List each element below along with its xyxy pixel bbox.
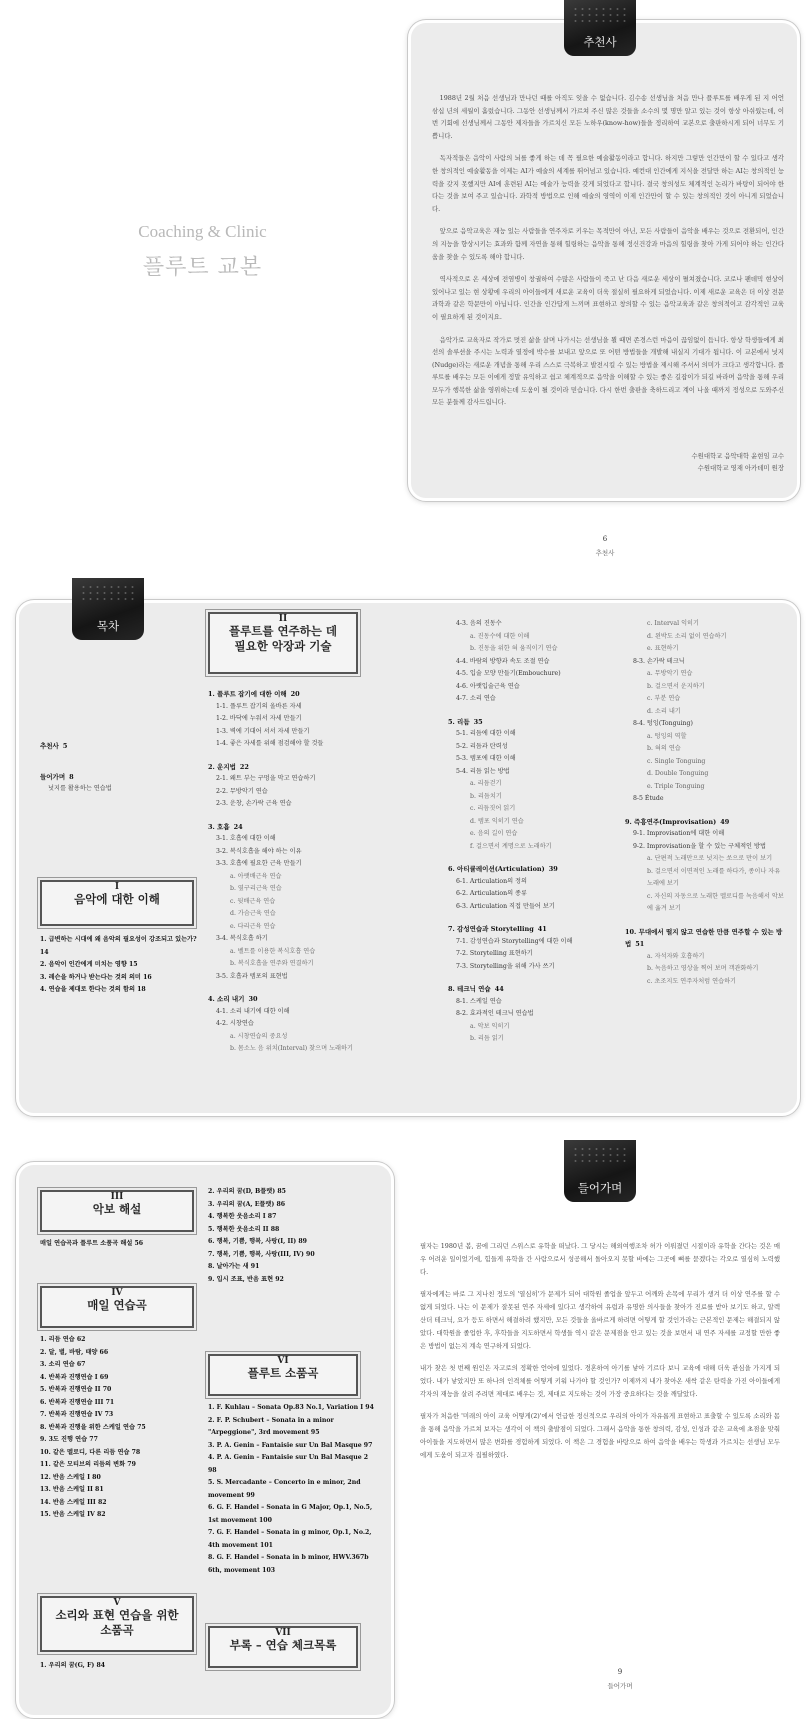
toc-entry[interactable]: b. 걸으면서 이면적인 노래를 하다가, 종이나 자유 노래에 보기 bbox=[647, 867, 781, 887]
toc-entry[interactable]: 매일 연습곡과 플루트 소품곡 해설 56 bbox=[40, 1240, 144, 1247]
part-6-box bbox=[208, 1354, 358, 1396]
toc-entry[interactable]: 5. 행복한 웃음소리 II 88 bbox=[208, 1225, 280, 1233]
toc-entry[interactable]: e. 다리근육 연습 bbox=[230, 922, 276, 930]
toc-entry[interactable]: 1-1. 플루트 잡기의 올바른 자세 bbox=[216, 702, 302, 710]
toc-entry[interactable]: f. 걸으면서 계명으로 노래하기 bbox=[470, 842, 552, 850]
toc-entry[interactable]: 9. 3도 진행 연습 77 bbox=[40, 1436, 98, 1443]
toc-entry[interactable]: 4. P. A. Genin – Fantaisie sur Un Bal Masque 2 98 bbox=[208, 1454, 369, 1474]
toc-entry[interactable]: 4-7. 소리 연습 bbox=[456, 695, 496, 702]
toc-entry[interactable]: 8-2. 효과적인 테크닉 연습법 bbox=[456, 1010, 534, 1017]
toc-column-1 bbox=[208, 688, 418, 1056]
toc-entry[interactable]: 12. 반음 스케일 I 80 bbox=[40, 1473, 101, 1481]
cover-title-ko: 플루트 교본 bbox=[142, 255, 263, 280]
part-5-title-line2: 소품곡 bbox=[100, 1623, 134, 1637]
toc-entry[interactable]: 6. 아티큘레이션(Articulation) 39 bbox=[448, 865, 558, 873]
toc-entry[interactable]: c. Interval 익히기 bbox=[647, 620, 699, 627]
paragraph: 필자는 1980년 봄, 꿈에 그리던 스위스로 유학을 떠났다. 그 당시는 해외여행조차 허가 이뤄졌던 시절이라 유학을 간다는 것은 매우 어려운 일이었기에, 힘들게 유학을 간 사람으로서 성공해서 돌아오지 못할 바에는 그곳에 뼈를 묻겠다는 각오로 열심히 노력했다. bbox=[420, 1242, 780, 1276]
recommendation-body bbox=[432, 92, 784, 419]
toc-entry[interactable]: 1. F. Kuhlau – Sonata Op.83 No.1, Variation I 94 bbox=[208, 1404, 374, 1411]
intro-body bbox=[420, 1240, 780, 1471]
toc-entry[interactable]: 9. 즉흥연주(Improvisation) 49 bbox=[625, 817, 730, 826]
toc-entry[interactable]: 3-3. 호흡에 필요한 근육 만들기 bbox=[216, 860, 302, 867]
toc-entry[interactable]: 9-2. Improvisation을 할 수 있는 구체적인 방법 bbox=[633, 842, 766, 850]
toc-entry[interactable]: 1. 급변하는 시대에 왜 음악의 필요성이 강조되고 있는가? 14 bbox=[40, 936, 197, 956]
toc-entry[interactable]: 3-1. 호흡에 대한 이해 bbox=[216, 835, 276, 842]
toc-entry[interactable]: 7-3. Storytelling을 위해 가사 쓰기 bbox=[456, 962, 555, 970]
toc-entry[interactable]: 13. 반음 스케일 II 81 bbox=[40, 1486, 104, 1493]
part-1-list bbox=[40, 934, 200, 997]
signature-line-1: 수원대학교 음악대학 윤현임 교수 bbox=[691, 452, 784, 460]
toc-entry[interactable]: 3. 우리의 꿈(A, E플랫) 86 bbox=[208, 1200, 286, 1208]
toc-entry[interactable]: 6. 행복, 기쁨, 행복, 사랑(I, II) 89 bbox=[208, 1238, 307, 1245]
toc-entry[interactable]: 4-4. 바람의 방향과 속도 조절 연습 bbox=[456, 657, 550, 665]
toc-entry[interactable]: b. 혀의 연습 bbox=[647, 745, 681, 752]
toc-entry[interactable]: 1-4. 좋은 자세를 위해 점검해야 할 것들 bbox=[216, 740, 324, 747]
part-6-list bbox=[208, 1402, 378, 1577]
part-2-box bbox=[208, 612, 358, 674]
part-1-title: 음악에 대한 이해 bbox=[74, 892, 160, 906]
part-7-title: 부록 – 연습 체크목록 bbox=[229, 1638, 337, 1652]
intro-tab bbox=[564, 1140, 636, 1202]
paragraph: 역사적으로 온 세상에 전염병이 창궐하여 수많은 사람들이 죽고 난 다음 새로운 세상이 펼쳐졌습니다. 코로나 팬데믹 현상이 있어나고 있는 현 상황에 우리의 아이들에게 새로운 교육이 더욱 절실히 필요하게 되었습니다. 이제 새로운 교육은 더 이상 전문과학과 같은 학문만이 아닙니다. 인간을 인간답게 느끼며 표현하고 창의할 수 있는 음악교육과 같은 창의적이고 감각적인 교육이 필요하게 된 것이지요. bbox=[432, 275, 784, 321]
toc-entry[interactable]: 8-4. 텅잉(Tonguing) bbox=[633, 720, 693, 727]
paragraph: 필자에게는 바로 그 지나친 정도의 '열심히'가 문제가 되어 대학원 졸업을 앞두고 어깨와 손목에 무리가 생겨 더 이상 연주를 할 수 없게 되었다. 나는 이 문제가 잘못된 연주 자세에 있다고 생각하여 유럽과 유명한 의사들을 찾아가 진료를 받아 보기도 하고, 알렉산더 테크닉, 요가 등도 하면서 해결하려 했지만, 모든 것들을 올바르게 하려면 어떻게 할 것인가라는 근본적인 문제는 해결되지 않았다. 대학원을 졸업한 후, 후학들을 지도하면서 학생들 역시 같은 문제점을 안고 있는 것을 보면서 내 연주 자세를 교정할 만한 좋은 방법이 없는지 계속 연구하게 되었다. bbox=[420, 1290, 780, 1350]
toc-entry[interactable]: 5. S. Mercadante – Concerto in e minor, 2nd movement 99 bbox=[208, 1479, 361, 1499]
toc-entry[interactable]: 2. F. P. Schubert – Sonata in a minor "Arpeggione", 3rd movement 95 bbox=[208, 1416, 334, 1436]
part-2-num: II bbox=[278, 614, 288, 624]
part-5-list bbox=[40, 1660, 200, 1673]
toc-entry[interactable]: 4-3. 음의 진동수 bbox=[456, 620, 502, 627]
toc-entry[interactable]: 6-1. Articulation의 정의 bbox=[456, 877, 527, 885]
recommendation-signature bbox=[432, 450, 784, 475]
toc-entry[interactable]: 10. 같은 멜로디, 다른 리듬 연습 78 bbox=[40, 1448, 141, 1456]
toc-entry[interactable]: 7-1. 감성연습과 Storytelling에 대한 이해 bbox=[456, 937, 573, 945]
toc-entry[interactable]: 2. 음악이 인간에게 미치는 영향 15 bbox=[40, 961, 138, 968]
toc-entry[interactable]: 8. 반복과 진행을 위한 스케일 연습 75 bbox=[40, 1423, 146, 1431]
toc-entry[interactable]: 2-3. 운창, 손가락 근육 연습 bbox=[216, 800, 292, 807]
recommendation-tab bbox=[564, 0, 636, 56]
toc-entry[interactable]: b. 녹음하고 영상을 찍어 보며 객관화하기 bbox=[647, 965, 759, 972]
page-number-6: 6 bbox=[602, 535, 608, 543]
paragraph: 음악가로 교육자로 작가로 멋진 삶을 살며 나가시는 선생님을 뵐 때면 존경스런 마음이 끊임없이 듭니다. 항상 학생들에게 최선의 솔루션을 주시는 노력과 열정에 박수를 보내고 앞으로 또 어떤 방법들을 개발해 내실지 기대가 됩니다. 이 교본에서 넛지(Nudge)라는 새로운 개념을 통해 우리 스스로 극복하고 발전시킬 수 있는 방법을 제시해 주셔서 의미가 크다고 생각합니다. 플루트를 배우는 모든 이에게 정말 유익하고 쉽고 체계적으로 음악을 이해할 수 있는 좋은 길잡이가 되길 바라며 음악을 통해 우리 모두가 행복한 삶을 영위하는데 도움이 될 것이라 믿습니다. 다시 한번 출판을 축하드리고 계이 나올 때까지 정성으로 도와주신 모든 분들께 감사드립니다. bbox=[432, 335, 784, 407]
part-3-num: III bbox=[110, 1192, 124, 1202]
toc-entry[interactable]: 10. 무대에서 떨지 않고 연습한 만큼 연주할 수 있는 방법 51 bbox=[625, 927, 783, 948]
part-5-box bbox=[40, 1596, 194, 1652]
toc-entry[interactable]: 5-1. 리듬에 대한 이해 bbox=[456, 730, 516, 737]
toc-entry[interactable]: 5. 리듬 35 bbox=[448, 717, 483, 726]
toc-entry[interactable]: c. 자신의 자동으로 노래한 멜로디를 녹음해서 악보에 옮겨 보기 bbox=[647, 892, 784, 912]
toc-entry[interactable]: b. 옆구리근육 연습 bbox=[230, 885, 282, 892]
toc-entry[interactable]: a. 무방악기 연습 bbox=[647, 670, 693, 677]
paragraph: 독자적들은 음악이 사람의 뇌를 좋게 하는 데 꼭 필요한 예술활동이라고 합니다. 하지만 그렇만 인간만이 할 수 있다고 생각한 창의적인 예술활동을 이제는 AI가 예술의 세계를 뛰어넘고 있습니다. 예컨대 인간에게 지식을 전달만 하는 AI는 창의적인 능력을 갖지 못했지만 AI에 훈련된 AI는 예술가 능력을 갖게 되었다고 합니다. 결국 창의성도 체계적인 논리가 바탕이 되어야 한다는 것을 보여 주고 있습니다. 과학적 방법으로 인해 예술의 영역이 이제 인간만이 할 수 있는 창의적인 것이 아니게 되었습니다. bbox=[432, 154, 784, 213]
toc-entry[interactable]: d. Double Tonguing bbox=[647, 770, 709, 777]
toc-entry[interactable]: 1. 리듬 연습 62 bbox=[40, 1336, 86, 1343]
toc-entry[interactable]: 14. 반음 스케일 III 82 bbox=[40, 1498, 107, 1506]
toc-entry[interactable]: 4. 소리 내기 30 bbox=[208, 995, 258, 1003]
toc-column-2 bbox=[448, 618, 623, 1046]
part-3-list bbox=[40, 1238, 200, 1251]
toc-entry[interactable]: 8. 테크닉 연습 44 bbox=[448, 985, 504, 993]
toc-entry[interactable]: 4-6. 아랫입술근육 연습 bbox=[456, 682, 520, 690]
toc-entry[interactable]: 3. 소리 연습 67 bbox=[40, 1361, 86, 1368]
toc-entry[interactable]: d. 왼박도 소리 없이 연습하기 bbox=[647, 632, 727, 640]
toc-entry[interactable]: 4-5. 입술 모양 만들기(Embouchure) bbox=[456, 670, 561, 677]
part-4-list bbox=[40, 1334, 200, 1522]
toc-entry[interactable]: 8-3. 손가락 테크닉 bbox=[633, 657, 685, 665]
toc-entry[interactable]: 6-3. Articulation 직접 만들어 보기 bbox=[456, 902, 555, 910]
toc-entry[interactable]: 15. 반음 스케일 IV 82 bbox=[40, 1511, 106, 1518]
part-2-title-line1: 플루트를 연주하는 데 bbox=[229, 624, 337, 638]
toc-entry[interactable]: 4. 행복한 웃음소리 I 87 bbox=[208, 1213, 277, 1220]
toc-entry[interactable]: 3-2. 복식호흡을 해야 하는 이유 bbox=[216, 847, 302, 855]
toc-entry[interactable]: a. 텅잉의 역할 bbox=[647, 732, 687, 740]
toc-entry[interactable]: a. 시창연습의 중요성 bbox=[230, 1032, 288, 1040]
toc-entry[interactable]: c. Single Tonguing bbox=[647, 757, 706, 765]
toc-entry[interactable]: e. 음의 길이 연습 bbox=[470, 830, 518, 837]
toc-entry[interactable]: b. 리듬치기 bbox=[470, 792, 502, 800]
toc-entry[interactable]: 5-4. 리듬 읽는 방법 bbox=[456, 767, 510, 775]
toc-entry[interactable]: 3. 호흡 24 bbox=[208, 822, 243, 831]
toc-entry[interactable]: 6-2. Articulation의 종류 bbox=[456, 890, 527, 897]
paragraph: 내가 찾은 첫 번째 원인은 자고로의 정확한 언어에 있었다. 경혼하여 아기를 낳아 기르다 보니 교육에 대해 더욱 관심을 가지게 되었다. 내가 낳았지만 또 하나의 인격체를 어떻게 키워 나가야 할 것인가? 이제까지 내가 찾아온 새싹 같은 탄력을 가진 아이들에게 각자의 재능을 살려 주려면 제대로 배우는 것, 제대로 지도하는 것이 가장 중요하다는 것을 깨달았다. bbox=[420, 1364, 780, 1398]
cover-title-en: Coaching & Clinic bbox=[138, 222, 267, 241]
tab-pattern bbox=[572, 6, 628, 26]
toc2-column-2 bbox=[208, 1186, 378, 1286]
toc-entry[interactable]: 2. 우리의 꿈(D, B플랫) 85 bbox=[208, 1188, 286, 1195]
toc-entry[interactable]: b. 복식호흡을 연주와 연결하기 bbox=[230, 960, 314, 967]
toc-entry[interactable]: 2-2. 무방악기 연습 bbox=[216, 787, 268, 795]
toc-front bbox=[40, 740, 190, 796]
toc-entry[interactable]: 8-5 Étude bbox=[633, 795, 664, 802]
part-6-title: 플루트 소품곡 bbox=[247, 1366, 319, 1380]
toc-entry[interactable]: 11. 같은 모티브의 리듬의 변화 79 bbox=[40, 1461, 136, 1468]
part-5-title-line1: 소리와 표현 연습을 위한 bbox=[55, 1608, 179, 1622]
toc-entry[interactable]: b. 진동을 위한 혀 움직이기 연습 bbox=[470, 645, 558, 652]
recommendation-tab-label: 추천사 bbox=[583, 35, 617, 49]
toc-entry[interactable]: e. Triple Tonguing bbox=[647, 782, 705, 790]
toc-entry[interactable]: a. 단편적 노래만으로 넛지는 쏘으로 만이 보기 bbox=[647, 855, 773, 862]
toc-entry[interactable]: 7. 반복과 진행연습 IV 73 bbox=[40, 1411, 114, 1418]
toc-item-intro[interactable]: 들어가며 8 bbox=[40, 772, 74, 781]
toc-item-recommendation[interactable]: 추천사 5 bbox=[40, 742, 68, 750]
toc-entry[interactable]: 7. 행복, 기쁨, 행복, 사랑(III, IV) 90 bbox=[208, 1250, 315, 1258]
page-label-6: 추천사 bbox=[595, 549, 615, 557]
toc-entry[interactable]: 3-5. 호흡과 템포의 표현법 bbox=[216, 972, 288, 980]
toc-entry[interactable]: 1. 우리의 꿈(G, F) 84 bbox=[40, 1662, 106, 1669]
toc-entry[interactable]: 5-2. 리듬과 탄력성 bbox=[456, 742, 508, 750]
toc-entry[interactable]: 8-1. 스케일 연습 bbox=[456, 997, 502, 1005]
toc-entry[interactable]: 2. 달, 별, 바람, 태양 66 bbox=[40, 1348, 109, 1356]
toc-entry[interactable]: c. 초조지도 연주자처럼 연습하기 bbox=[647, 977, 737, 985]
toc-entry[interactable]: 2. 운지법 22 bbox=[208, 762, 249, 771]
toc-entry[interactable]: 1. 플루트 잡기에 대한 이해 20 bbox=[208, 690, 300, 698]
part-5-num: V bbox=[113, 1598, 121, 1608]
paragraph: 필자가 처음한 '미래의 아이 교육 어떻게(2)'에서 언급한 정신적으로 우리의 아이가 자유롭게 표현하고 표출할 수 있도록 소리와 몸을 통해 음악을 가르쳐 보자는 생각이 이 책의 출발점이 되었다. 그래서 음악을 통한 창의력, 감성, 인성과 같은 교육에 초점을 맞춰 아이들을 지도하면서 많은 변화를 경험하게 되었다. 이 책은 그 경험을 바탕으로 하여 음악을 배우는 학생과 가르치는 선생님 모두에게 도움이 되고자 집필하였다. bbox=[420, 1412, 780, 1459]
toc-entry[interactable]: 1-3. 벽에 기대어 서서 자세 만들기 bbox=[216, 727, 310, 735]
toc-entry[interactable]: 1-2. 바닥에 누워서 자세 만들기 bbox=[216, 715, 302, 722]
toc-entry[interactable]: c. 리듬짓어 읽기 bbox=[470, 805, 516, 812]
tab-pattern bbox=[80, 584, 136, 604]
part-7-num: VII bbox=[275, 1628, 291, 1638]
part-3-box bbox=[40, 1190, 194, 1232]
part-4-num: IV bbox=[111, 1288, 123, 1298]
toc-entry[interactable]: a. 리듬걷기 bbox=[470, 780, 502, 787]
part-1-num: I bbox=[114, 882, 120, 892]
toc-entry[interactable]: 4-1. 소리 내기에 대한 이해 bbox=[216, 1007, 290, 1015]
toc-column-3 bbox=[625, 618, 785, 988]
toc-entry[interactable]: 8. 날아가는 새 91 bbox=[208, 1263, 260, 1270]
toc-entry[interactable]: 8. G. F. Handel – Sonata in b minor, HWV.367b 6th, movement 103 bbox=[208, 1554, 369, 1574]
toc-entry[interactable]: a. 진동수에 대한 이해 bbox=[470, 632, 530, 640]
toc-entry[interactable]: 3. P. A. Genin – Fantaisie sur Un Bal Masque 97 bbox=[208, 1441, 373, 1449]
part-2-title-line2: 필요한 악장과 기술 bbox=[234, 639, 332, 653]
toc-entry[interactable]: 3-4. 복식호흡 하기 bbox=[216, 935, 268, 942]
part-4-box bbox=[40, 1286, 194, 1328]
toc-entry[interactable]: a. 아랫배근육 연습 bbox=[230, 872, 282, 880]
toc-entry[interactable]: d. 소리 내기 bbox=[647, 707, 681, 715]
toc-entry[interactable]: 4. 반복과 진행연습 I 69 bbox=[40, 1373, 109, 1381]
toc-entry[interactable]: d. 가슴근육 연습 bbox=[230, 910, 276, 917]
toc-entry[interactable]: 4. 연습을 제대로 한다는 것의 함의 18 bbox=[40, 986, 146, 993]
toc-entry[interactable]: 7. G. F. Handel – Sonata in g minor, Op.1, No.2, 4th movement 101 bbox=[208, 1529, 372, 1549]
toc-entry[interactable]: c. 뒷배근육 연습 bbox=[230, 897, 276, 905]
toc-entry[interactable]: e. 표현하기 bbox=[647, 645, 679, 652]
part-4-title: 매일 연습곡 bbox=[87, 1298, 147, 1312]
toc-entry[interactable]: 2-1. 왜트 부는 구멍을 막고 연습하기 bbox=[216, 775, 316, 782]
toc-entry[interactable]: 6. G. F. Handel – Sonata in G Major, Op.1, No.5, 1st movement 100 bbox=[208, 1504, 373, 1524]
toc-entry[interactable]: 7. 감성연습과 Storytelling 41 bbox=[448, 925, 547, 933]
toc-entry[interactable]: c. 부분 연습 bbox=[647, 695, 681, 702]
toc-entry[interactable]: 9-1. Improvisation에 대한 이해 bbox=[633, 830, 725, 837]
toc-entry[interactable]: a. 자석자와 호흡하기 bbox=[647, 952, 705, 960]
part-7-box bbox=[208, 1626, 358, 1668]
signature-line-2: 수원대학교 영재 아카데미 원장 bbox=[697, 464, 784, 473]
intro-tab-label: 들어가며 bbox=[577, 1181, 623, 1195]
toc-tab bbox=[72, 578, 144, 640]
toc-entry[interactable]: d. 템포 익히기 연습 bbox=[470, 817, 524, 825]
toc-entry[interactable]: b. 몸소노 음 위치(Interval) 찾으며 노래하기 bbox=[230, 1045, 353, 1052]
toc-entry[interactable]: 5-3. 템포에 대한 이해 bbox=[456, 755, 516, 762]
part-1-box bbox=[40, 880, 194, 926]
toc-entry[interactable]: 9. 입시 조표, 반음 표현 92 bbox=[208, 1275, 284, 1283]
toc-entry[interactable]: 7-2. Storytelling 표현하기 bbox=[456, 950, 533, 957]
toc-entry[interactable]: b. 걸으면서 운지하기 bbox=[647, 682, 705, 690]
tab-pattern bbox=[572, 1146, 628, 1166]
part-6-num: VI bbox=[277, 1356, 289, 1366]
toc-entry[interactable]: b. 리듬 읽기 bbox=[470, 1035, 504, 1042]
toc-entry[interactable]: 4-2. 시창연습 bbox=[216, 1020, 254, 1027]
paragraph: 1988년 2월 처음 선생님과 만나던 때를 아직도 잊을 수 없습니다. 김수송 선생님을 처음 만나 플루트를 배우게 된 지 어언 삼십 년의 세월이 흘렀습니다. 그동안 선생님께서 가르쳐 주신 많은 것들을 소수의 몇 명만 알고 있는 것이 항상 아쉬웠는데, 이번 기회에 선생님께서 그동안 제자들을 가르치신 모든 노하우(know-how)들을 정리하여 교본으로 출판하시게 되어 너무도 기쁩니다. bbox=[432, 94, 784, 140]
toc-entry[interactable]: 6. 반복과 진행연습 III 71 bbox=[40, 1398, 115, 1406]
page-label-9: 들어가며 bbox=[607, 1682, 633, 1690]
toc-entry[interactable]: 5. 반복과 진행연습 II 70 bbox=[40, 1386, 112, 1393]
page-number-9: 9 bbox=[617, 1668, 623, 1676]
toc-tab-label: 목차 bbox=[96, 619, 120, 633]
paragraph: 앞으로 음악교육은 재능 있는 사람들을 연주자로 키우는 목적만이 아닌, 모든 사람들이 음악을 배우는 것으로 전환되어, 인간의 지능을 향상시키는 효과와 함께 자연을 통해 힐링하는 음악을 통해 정신건강과 마음의 힐링을 찾아 가게 되어야 하는 인간다움을 찾을 수 있도록 해야 합니다. bbox=[432, 227, 784, 261]
toc-item-intro-sub: 넛지를 활용하는 연습법 bbox=[48, 785, 112, 792]
toc-entry[interactable]: a. 악보 익히기 bbox=[470, 1022, 510, 1030]
toc-entry[interactable]: 3. 레슨을 하거나 받는다는 것의 의미 16 bbox=[40, 973, 152, 981]
toc-entry[interactable]: a. 벨트를 이용한 복식호흡 연습 bbox=[230, 947, 316, 955]
part-3-title: 악보 해설 bbox=[92, 1202, 142, 1216]
